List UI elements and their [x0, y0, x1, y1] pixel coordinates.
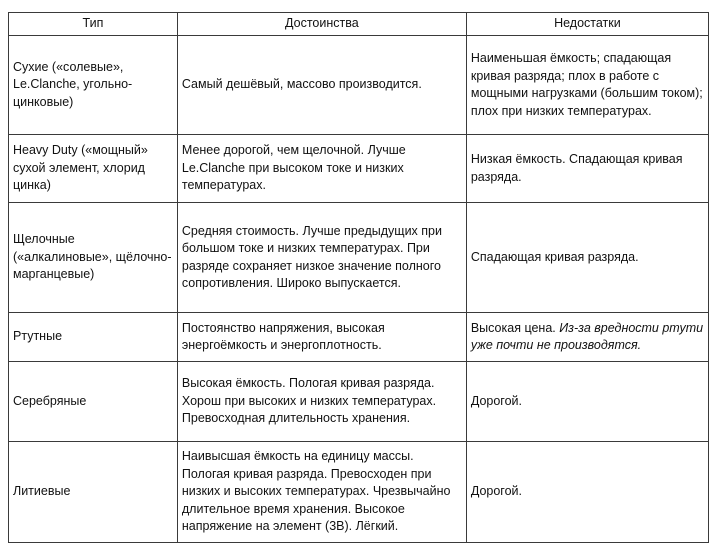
header-type: Тип — [9, 13, 178, 36]
cell-pros: Постоянство напряжения, высокая энергоёмкость и энергоплотность. — [177, 313, 466, 362]
cell-cons — [466, 36, 708, 135]
cell-type: Щелочные («алкалиновые», щёлочно-марганцевые) — [9, 203, 178, 313]
cell-pros: Самый дешёвый, массово производится. — [177, 36, 466, 135]
cons-text: Наименьшая ёмкость; спадающая кривая разряда; плох в работе с мощными нагрузками (большим током); плох при низких температурах. — [470, 51, 703, 118]
table-row — [9, 203, 709, 313]
table-row — [9, 362, 709, 442]
cons-text: Дорогой. — [470, 484, 522, 499]
table-row — [9, 313, 709, 362]
cell-type: Литиевые — [9, 442, 178, 543]
cell-pros: Менее дорогой, чем щелочной. Лучше Le.Clanche при высоком токе и низких температурах. — [177, 135, 466, 203]
table-row — [9, 442, 709, 543]
cell-type: Серебряные — [9, 362, 178, 442]
cell-pros: Наивысшая ёмкость на единицу массы. Пологая кривая разряда. Превосходен при низких и высоких температурах. Чрезвычайно длительное время хранения. Высокое напряжение на элемент (3В). Лёгкий. — [177, 442, 466, 543]
table-row — [9, 135, 709, 203]
cons-italic-note: Из-за вредности ртути уже почти не производятся. — [470, 320, 704, 352]
cons-text: Низкая ёмкость. Спадающая кривая разряда. — [470, 152, 683, 184]
cell-type: Ртутные — [9, 313, 178, 362]
header-cons: Недостатки — [466, 13, 708, 36]
header-pros: Достоинства — [177, 13, 466, 36]
table-row — [9, 36, 709, 135]
cell-pros: Высокая ёмкость. Пологая кривая разряда. Хорош при высоких и низких температурах. Превосходная длительность хранения. — [177, 362, 466, 442]
cons-text: Спадающая кривая разряда. — [470, 249, 639, 264]
cell-type: Heavy Duty («мощный» сухой элемент, хлорид цинка) — [9, 135, 178, 203]
cons-text: Высокая цена. — [470, 320, 556, 335]
cell-cons — [466, 203, 708, 313]
cell-cons — [466, 313, 708, 362]
battery-comparison-table — [8, 12, 709, 543]
cell-cons — [466, 362, 708, 442]
cell-pros: Средняя стоимость. Лучше предыдущих при большом токе и низких температурах. При разряде сохраняет низкое значение полного сопротивления. Широко выпускается. — [177, 203, 466, 313]
cell-type: Сухие («солевые», Le.Clanche, угольно-цинковые) — [9, 36, 178, 135]
table-header-row — [9, 13, 709, 36]
cell-cons — [466, 135, 708, 203]
cell-cons — [466, 442, 708, 543]
cons-text: Дорогой. — [470, 393, 522, 408]
